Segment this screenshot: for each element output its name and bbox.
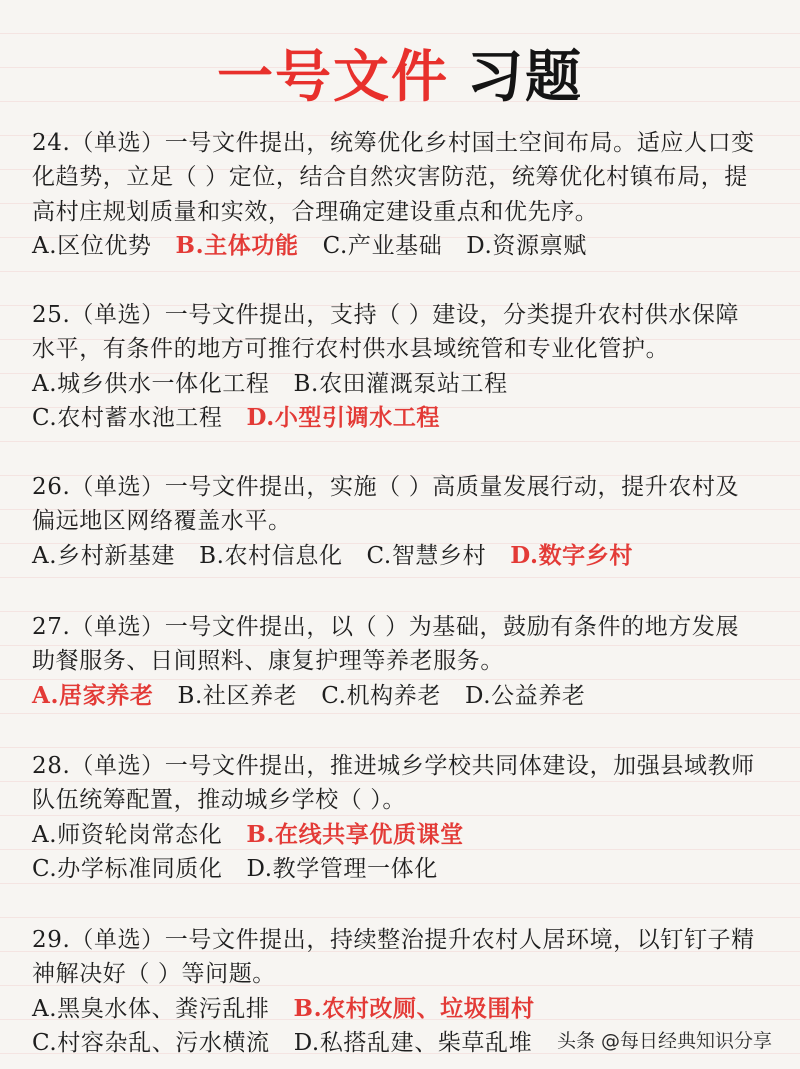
- correct-option: D.小型引调水工程: [246, 403, 441, 431]
- correct-option: B.农村改厕、垃圾围村: [293, 994, 535, 1022]
- option: C.办学标准同质化: [32, 855, 223, 882]
- option: D.教学管理一体化: [246, 855, 438, 882]
- option: A.城乡供水一体化工程: [32, 370, 270, 397]
- options-row: [32, 679, 792, 713]
- title-suffix: 习题: [467, 45, 583, 110]
- options-row: [32, 852, 792, 886]
- question-26: [32, 470, 792, 573]
- watermark: 头条 @每日经典知识分享: [556, 1030, 772, 1052]
- question-stem-line: 28.（单选）一号文件提出，推进城乡学校共同体建设，加强县域教师: [32, 753, 755, 779]
- option: D.资源禀赋: [466, 232, 587, 259]
- question-stem-line: 化趋势，立足（ ）定位，结合自然灾害防范，统筹优化村镇布局，提: [32, 164, 748, 191]
- question-stem-line: 水平，有条件的地方可推行农村供水县域统管和专业化管护。: [32, 336, 670, 363]
- question-stem-line: 助餐服务、日间照料、康复护理等养老服务。: [32, 648, 504, 675]
- option: A.区位优势: [32, 232, 152, 259]
- title-highlight: 一号文件: [217, 45, 449, 110]
- question-stem-line: 29.（单选）一号文件提出，持续整治提升农村人居环境，以钉钉子精: [32, 927, 755, 953]
- option: C.村容杂乱、污水横流: [32, 1029, 270, 1056]
- option: D.私搭乱建、柴草乱堆: [293, 1029, 533, 1056]
- option: B.社区养老: [177, 682, 298, 709]
- correct-option: B.主体功能: [175, 231, 299, 259]
- option: C.农村蓄水池工程: [32, 404, 223, 431]
- question-25: [32, 298, 792, 435]
- question-stem-line: 队伍统筹配置，推动城乡学校（ ）。: [32, 787, 407, 814]
- option: B.农田灌溉泵站工程: [293, 370, 508, 397]
- question-stem-line: 偏远地区网络覆盖水平。: [32, 508, 292, 535]
- options-row: [32, 539, 792, 573]
- question-stem-line: 27.（单选）一号文件提出，以（ ）为基础，鼓励有条件的地方发展: [32, 614, 740, 640]
- option: A.师资轮岗常态化: [32, 821, 223, 848]
- option: A.黑臭水体、粪污乱排: [32, 995, 270, 1022]
- correct-option: B.在线共享优质课堂: [246, 820, 464, 848]
- options-row: [32, 818, 792, 852]
- options-row: [32, 367, 792, 401]
- options-row: [32, 229, 792, 263]
- options-row: [32, 992, 792, 1026]
- question-27: [32, 610, 792, 713]
- question-stem-line: 26.（单选）一号文件提出，实施（ ）高质量发展行动，提升农村及: [32, 474, 740, 500]
- option: C.产业基础: [322, 232, 443, 259]
- page-title: [0, 40, 800, 116]
- option: B.农村信息化: [199, 542, 343, 569]
- option: C.智慧乡村: [366, 542, 487, 569]
- question-24: [32, 126, 792, 263]
- correct-option: D.数字乡村: [510, 541, 633, 569]
- question-stem-line: 神解决好（ ）等问题。: [32, 961, 276, 988]
- option: A.乡村新基建: [32, 542, 176, 569]
- correct-option: A.居家养老: [32, 681, 154, 709]
- question-28: [32, 749, 792, 886]
- options-row: [32, 401, 792, 435]
- question-stem-line: 高村庄规划质量和实效，合理确定建设重点和优先序。: [32, 198, 599, 225]
- option: C.机构养老: [321, 682, 441, 709]
- question-stem-line: 24.（单选）一号文件提出，统筹优化乡村国土空间布局。适应人口变: [32, 130, 755, 156]
- option: D.公益养老: [464, 682, 586, 709]
- question-stem-line: 25.（单选）一号文件提出，支持（ ）建设，分类提升农村供水保障: [32, 302, 740, 328]
